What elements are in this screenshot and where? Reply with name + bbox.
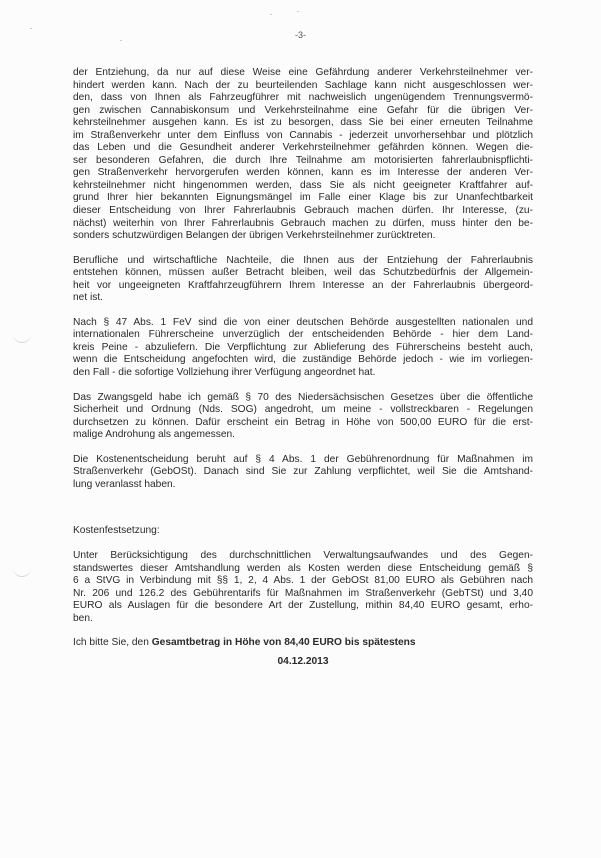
paragraph-professional-disadvantages	[73, 255, 533, 305]
spacer	[73, 503, 533, 525]
scan-speck	[297, 11, 299, 12]
letter-body	[73, 67, 533, 667]
paragraph-cost-decision	[73, 454, 533, 492]
text-line: heit vor ungeeigneten Kraftfahrzeugführern Ihrem Interesse an der Fahrerlaubnis übergeord-	[73, 279, 533, 291]
text-line: malige Androhung als angemessen.	[73, 429, 235, 441]
page-number: -3-	[295, 30, 306, 40]
text-line: ser besonderen Gefahren, die durch Ihre Teilnahme am motorisierten fahrerlaubnispflichti-	[73, 154, 533, 166]
paragraph-penalty-payment	[73, 392, 533, 442]
text-line: grund Ihrer hier bekannten Eignungsmängel im Falle einer Klage bis zur Unanfechtbarkeit	[73, 192, 533, 204]
text-line: sonders schutzwürdigen Belangen der übrigen Verkehrsteilnehmer zurücktreten.	[73, 230, 436, 242]
text-line: Das Zwangsgeld habe ich gemäß § 70 des Niedersächsischen Gesetzes über die öffentliche	[73, 391, 533, 403]
text-line: Straßenverkehr (GebOSt). Danach sind Sie zur Zahlung verpflichtet, weil Sie die Amtshand-	[73, 466, 533, 478]
text-line: das Leben und die Gesundheit anderer Verkehrsteilnehmer gefährden können. Wegen die-	[73, 142, 533, 154]
text-line: kreis Peine - abzuliefern. Die Verpflichtung zur Ablieferung des Führerscheins besteht auch,	[73, 341, 533, 353]
payment-due-date: 04.12.2013	[277, 655, 329, 667]
paragraph-cost-assessment	[73, 550, 533, 625]
paragraph-license-surrender	[73, 317, 533, 380]
text-line: kehrsteilnehmer nicht hingenommen werden, dass Sie als nicht geeigneter Kraftfahrer auf-	[73, 179, 533, 191]
text-line: Unter Berücksichtigung des durchschnittlichen Verwaltungsaufwandes und des Gegen-	[73, 549, 533, 561]
payment-request-amount: Gesamtbetrag in Höhe von 84,40 EURO bis spätestens	[151, 637, 416, 649]
text-line: hindert werden kann. Nach der zu beurteilenden Sachlage kann nicht ausgeschlossen wer-	[73, 79, 533, 91]
scan-speck	[270, 14, 272, 15]
text-line: internationalen Führerscheine unverzüglich der entscheidenden Behörde - hier dem Land-	[73, 329, 533, 341]
text-line: gen Straßenverkehr hervorgerufen werden können, kann es im Interesse der anderen Ver-	[73, 167, 533, 179]
text-line: nächst) weiterhin von Ihrer Fahrerlaubnis Gebrauch machen zu dürfen, muss hinter den be-	[73, 217, 533, 229]
text-line: kehrsteilnehmer ausgehen kann. Es ist zu besorgen, dass Sie bei einer erneuten Teilnahme	[73, 117, 533, 129]
text-line: Nr. 206 und 126.2 des Gebührentarifs für Maßnahmen im Straßenverkehr (GebTSt) und 3,40	[73, 587, 533, 599]
text-line: den, dass von Ihnen als Fahrzeugführer mit nachweislich ungenügendem Trennungsvermö-	[73, 92, 533, 104]
punch-hole-mark	[13, 333, 31, 343]
text-line: durchsetzen zu können. Dafür erscheint ein Betrag in Höhe von 500,00 EURO für die erst-	[73, 416, 533, 428]
scan-speck	[120, 40, 122, 41]
punch-hole-mark	[13, 567, 31, 577]
payment-request-prefix: Ich bitte Sie, den	[73, 637, 152, 649]
text-line: entstehen können, müssen außer Betracht bleiben, weil das Schutzbedürfnis der Allgemein-	[73, 267, 533, 279]
text-line: wenn die Entscheidung angefochten wird, die zuständige Behörde jedoch - wie im vorliegen-	[73, 354, 533, 366]
text-line: lung veranlasst haben.	[73, 478, 176, 490]
text-line: gen zwischen Cannabiskonsum und Verkehrsteilnahme eine Gefahr für die übrigen Ver-	[73, 104, 533, 116]
text-line: ben.	[73, 612, 93, 624]
text-line: 6 a StVG in Verbindung mit §§ 1, 2, 4 Abs. 1 der GebOSt 81,00 EURO als Gebühren nach	[73, 575, 533, 587]
text-line: Sicherheit und Ordnung (Nds. SOG) angedroht, um meine - vollstreckbaren - Regelungen	[73, 404, 533, 416]
text-line: Nach § 47 Abs. 1 FeV sind die von einer deutschen Behörde ausgestellten nationalen und	[73, 316, 533, 328]
text-line: im Straßenverkehr unter dem Einfluss von Cannabis - jederzeit unvorhersehbar und plötzlich	[73, 129, 533, 141]
text-line: Berufliche und wirtschaftliche Nachteile, die Ihnen aus der Entziehung der Fahrerlaubnis	[73, 254, 533, 266]
text-line: net ist.	[73, 292, 104, 304]
paragraph-justification	[73, 67, 533, 243]
text-line: der Entziehung, da nur auf diese Weise eine Gefährdung anderer Verkehrsteilnehmer ver-	[73, 67, 533, 78]
text-line: Die Kostenentscheidung beruht auf § 4 Abs. 1 der Gebührenordnung für Maßnahmen im	[73, 453, 533, 465]
text-line: den Fall - die sofortige Vollziehung ihrer Verfügung angeordnet hat.	[73, 367, 376, 379]
text-line: standswertes dieser Amtshandlung werden als Kosten werden diese Entscheidung gemäß §	[73, 562, 533, 574]
scan-speck	[30, 28, 32, 29]
section-heading-cost-assessment: Kostenfestsetzung:	[73, 525, 160, 537]
payment-request	[73, 637, 533, 650]
text-line: EURO als Auslagen für die besondere Art der Zustellung, mithin 84,40 EURO gesamt, erho-	[73, 600, 533, 612]
text-line: dieser Entscheidung von Ihrer Fahrerlaubnis Gebrauch machen dürfen. Ihr Interesse, (zu-	[73, 205, 533, 217]
